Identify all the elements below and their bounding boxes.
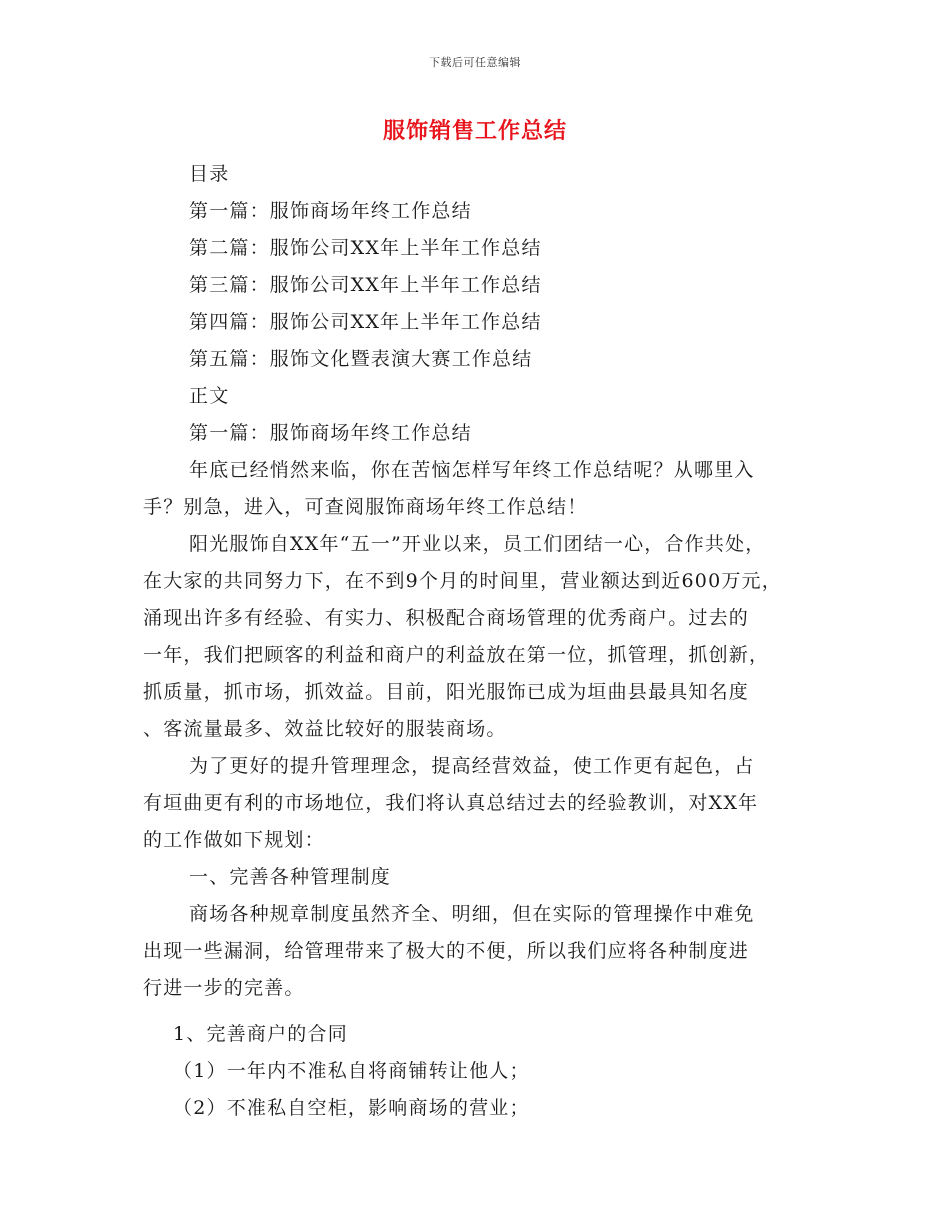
- list-item: （2）不准私自空柜，影响商场的营业；: [173, 1097, 530, 1119]
- document-title: 服饰销售工作总结: [382, 118, 567, 144]
- paragraph-line: 年底已经悄然来临，你在苦恼怎样写年终工作总结呢？从哪里入: [189, 459, 755, 481]
- paragraph-line: 出现一些漏洞，给管理带来了极大的不便，所以我们应将各种制度进: [143, 940, 750, 962]
- toc-item-3: 第三篇：服饰公司XX年上半年工作总结: [189, 274, 542, 296]
- paragraph-line: 行进一步的完善。: [143, 977, 305, 999]
- paragraph-line: 抓质量，抓市场，抓效益。目前，阳光服饰已成为垣曲县最具知名度: [143, 681, 750, 703]
- paragraph-line: 为了更好的提升管理理念，提高经营效益，使工作更有起色，占: [189, 755, 755, 777]
- paragraph-line: 一年，我们把顾客的利益和商户的利益放在第一位，抓管理，抓创新，: [143, 644, 770, 666]
- document-body: [143, 156, 823, 1127]
- body-heading: 正文: [189, 385, 230, 407]
- paragraph-line: 的工作做如下规划：: [143, 829, 325, 851]
- toc-item-2: 第二篇：服饰公司XX年上半年工作总结: [189, 237, 542, 259]
- list-heading: 1、完善商户的合同: [173, 1023, 348, 1045]
- paragraph-line: 涌现出许多有经验、有实力、积极配合商场管理的优秀商户。过去的: [143, 607, 750, 629]
- section-title: 第一篇：服饰商场年终工作总结: [189, 422, 472, 444]
- toc-heading: 目录: [189, 163, 230, 185]
- paragraph-line: 在大家的共同努力下，在不到9个月的时间里，营业额达到近600万元，: [143, 570, 782, 592]
- toc-item-4: 第四篇：服饰公司XX年上半年工作总结: [189, 311, 542, 333]
- paragraph-line: 阳光服饰自XX年“五一”开业以来，员工们团结一心，合作共处，: [189, 533, 766, 555]
- toc-item-5: 第五篇：服饰文化暨表演大赛工作总结: [189, 348, 533, 370]
- paragraph-line: 有垣曲更有利的市场地位，我们将认真总结过去的经验教训，对XX年: [143, 792, 759, 814]
- toc-item-1: 第一篇：服饰商场年终工作总结: [189, 200, 472, 222]
- paragraph-line: 手？别急，进入，可查阅服饰商场年终工作总结！: [143, 496, 588, 518]
- list-item: （1）一年内不准私自将商铺转让他人；: [173, 1060, 530, 1082]
- subsection-title: 一、完善各种管理制度: [189, 866, 392, 888]
- header-note: 下载后可任意编辑: [429, 56, 521, 69]
- paragraph-line: 商场各种规章制度虽然齐全、明细，但在实际的管理操作中难免: [189, 903, 755, 925]
- paragraph-line: 、客流量最多、效益比较好的服装商场。: [143, 718, 507, 740]
